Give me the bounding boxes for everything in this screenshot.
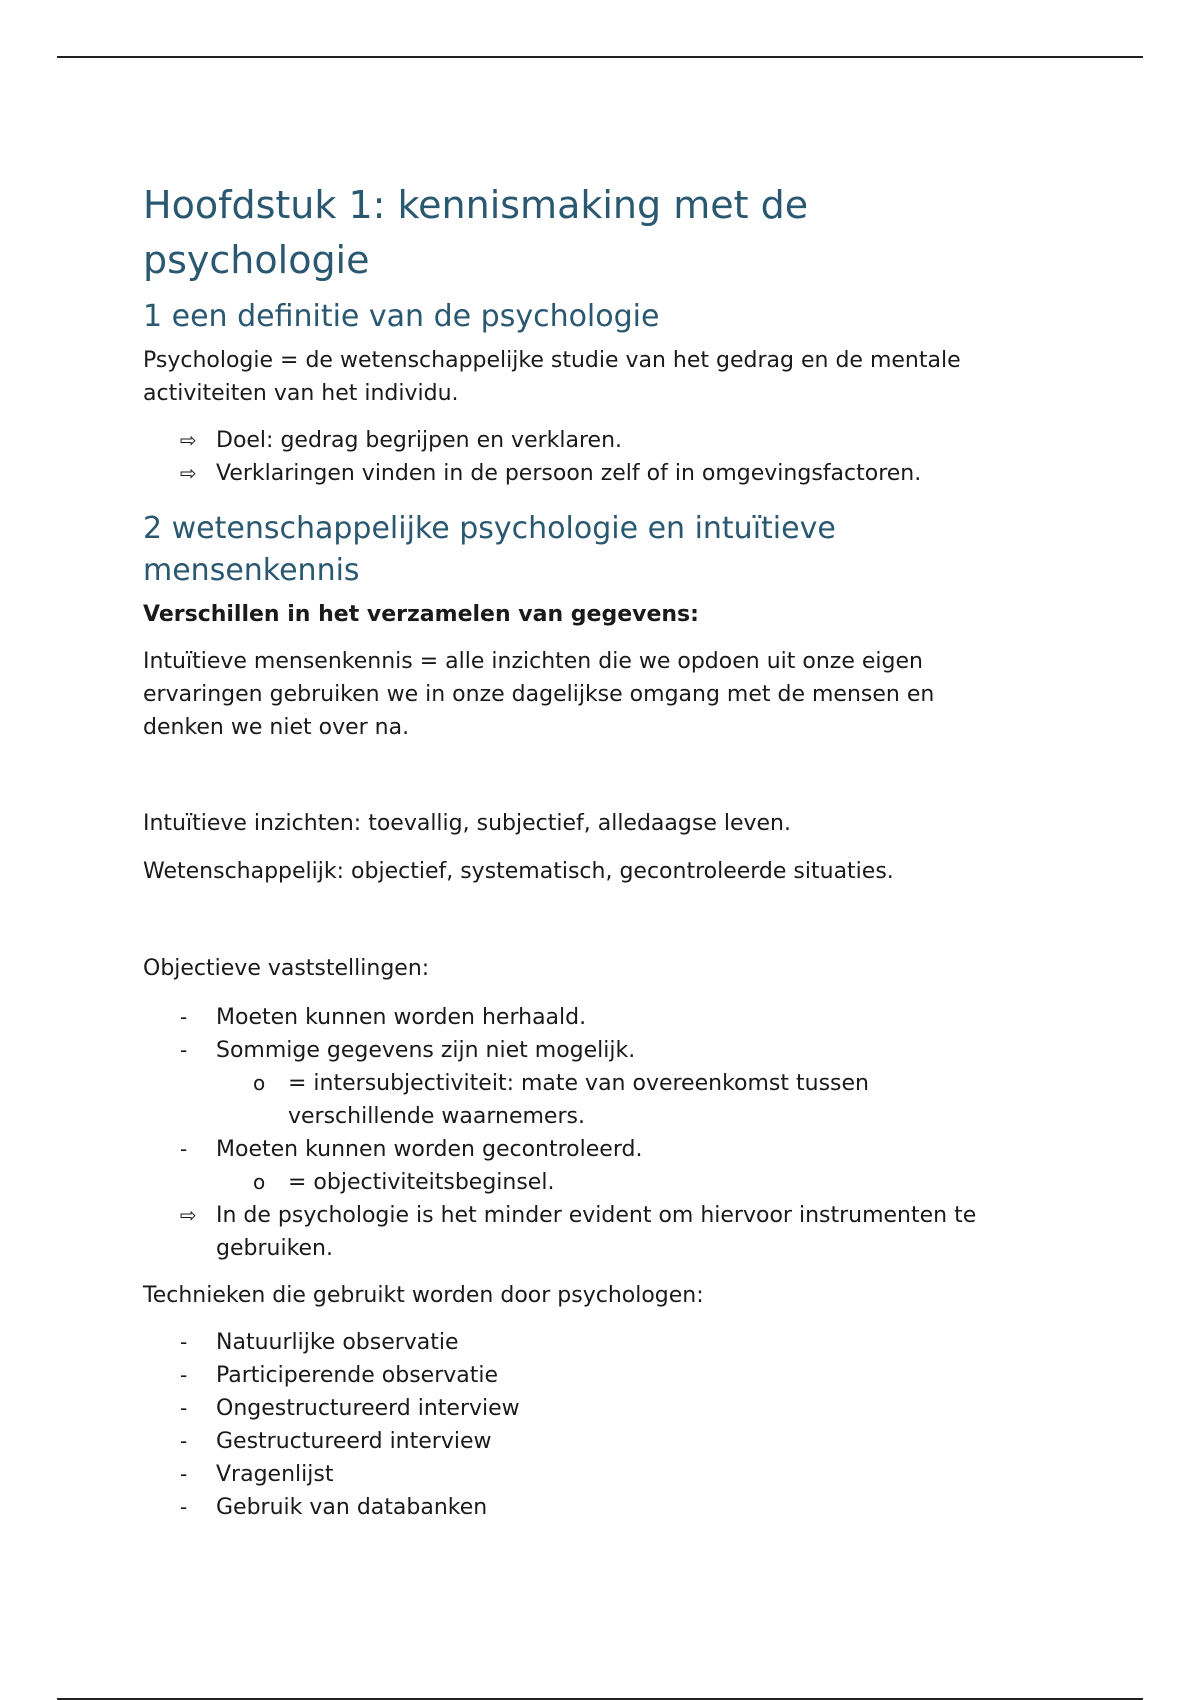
dash-bullet-icon: - [180,1137,188,1161]
dash-bullet-icon: - [180,1462,188,1486]
dash-bullet-icon: - [180,1330,188,1354]
section-1-arrow-list [143,424,1063,490]
dash-bullet-icon: - [180,1038,188,1062]
list-item-text: Gestructureerd interview [216,1429,492,1454]
list-item [143,424,1063,457]
paragraph-line: denken we niet over na. [143,715,410,740]
dash-bullet-icon: - [180,1396,188,1420]
definition-paragraph [143,344,1063,410]
list-item [143,1359,1063,1392]
list-item-text: Natuurlijke observatie [216,1330,459,1355]
objective-heading: Objectieve vaststellingen: [143,956,430,981]
techniques-list [143,1326,1063,1524]
list-item-text: Verklaringen vinden in de persoon zelf of in omgevingsfactoren. [216,461,922,486]
list-item-text: = objectiviteitsbeginsel. [288,1170,555,1195]
list-item [143,1199,1063,1265]
list-item-text: Moeten kunnen worden herhaald. [216,1005,587,1030]
list-item [143,1034,1063,1067]
paragraph-line: ervaringen gebruiken we in onze dagelijkse omgang met de mensen en [143,682,935,707]
list-item [143,1458,1063,1491]
list-item-text: verschillende waarnemers. [288,1104,585,1129]
section-2-heading-line: mensenkennis [143,553,360,588]
dash-bullet-icon: - [180,1363,188,1387]
list-item-text: Ongestructureerd interview [216,1396,520,1421]
circle-bullet-icon: o [253,1170,266,1194]
list-item-text: In de psychologie is het minder evident om hiervoor instrumenten te [216,1203,977,1228]
list-item-text: = intersubjectiviteit: mate van overeenkomst tussen [288,1071,869,1096]
document-body [143,178,1063,1524]
list-item [143,1425,1063,1458]
section-2-subheading: Verschillen in het verzamelen van gegevens: [143,602,699,627]
list-item [143,1001,1063,1034]
arrow-right-icon: ⇨ [180,1203,197,1227]
sub-list-item [143,1067,1063,1133]
list-item [143,1326,1063,1359]
arrow-right-icon: ⇨ [180,461,197,485]
page-top-rule [57,56,1143,58]
list-item [143,1491,1063,1524]
dash-bullet-icon: - [180,1005,188,1029]
arrow-right-icon: ⇨ [180,428,197,452]
list-item-text: Participerende observatie [216,1363,499,1388]
dash-bullet-icon: - [180,1495,188,1519]
list-item-text: Moeten kunnen worden gecontroleerd. [216,1137,643,1162]
chapter-title [143,178,1063,288]
list-item [143,457,1063,490]
definition-line: activiteiten van het individu. [143,381,459,406]
list-item-text: Sommige gegevens zijn niet mogelijk. [216,1038,636,1063]
list-item-text: Gebruik van databanken [216,1495,488,1520]
intuitive-knowledge-paragraph [143,645,1063,744]
scientific-paragraph: Wetenschappelijk: objectief, systematisch, gecontroleerde situaties. [143,859,894,884]
section-1-heading: 1 een definitie van de psychologie [143,299,660,334]
section-2-heading [143,508,1063,592]
list-item [143,1133,1063,1166]
paragraph-line: Intuïtieve mensenkennis = alle inzichten die we opdoen uit onze eigen [143,649,923,674]
intuitive-insights-paragraph: Intuïtieve inzichten: toevallig, subjectief, alledaagse leven. [143,811,791,836]
list-item-text: gebruiken. [216,1236,333,1261]
circle-bullet-icon: o [253,1071,266,1095]
objective-list [143,1001,1063,1265]
sub-list-item [143,1166,1063,1199]
section-2-heading-line: 2 wetenschappelijke psychologie en intuïtieve [143,511,836,546]
list-item-text: Doel: gedrag begrijpen en verklaren. [216,428,623,453]
definition-line: Psychologie = de wetenschappelijke studie van het gedrag en de mentale [143,348,961,373]
chapter-title-line: psychologie [143,238,370,282]
techniques-heading: Technieken die gebruikt worden door psychologen: [143,1283,704,1308]
list-item-text: Vragenlijst [216,1462,334,1487]
chapter-title-line: Hoofdstuk 1: kennismaking met de [143,183,809,227]
dash-bullet-icon: - [180,1429,188,1453]
list-item [143,1392,1063,1425]
